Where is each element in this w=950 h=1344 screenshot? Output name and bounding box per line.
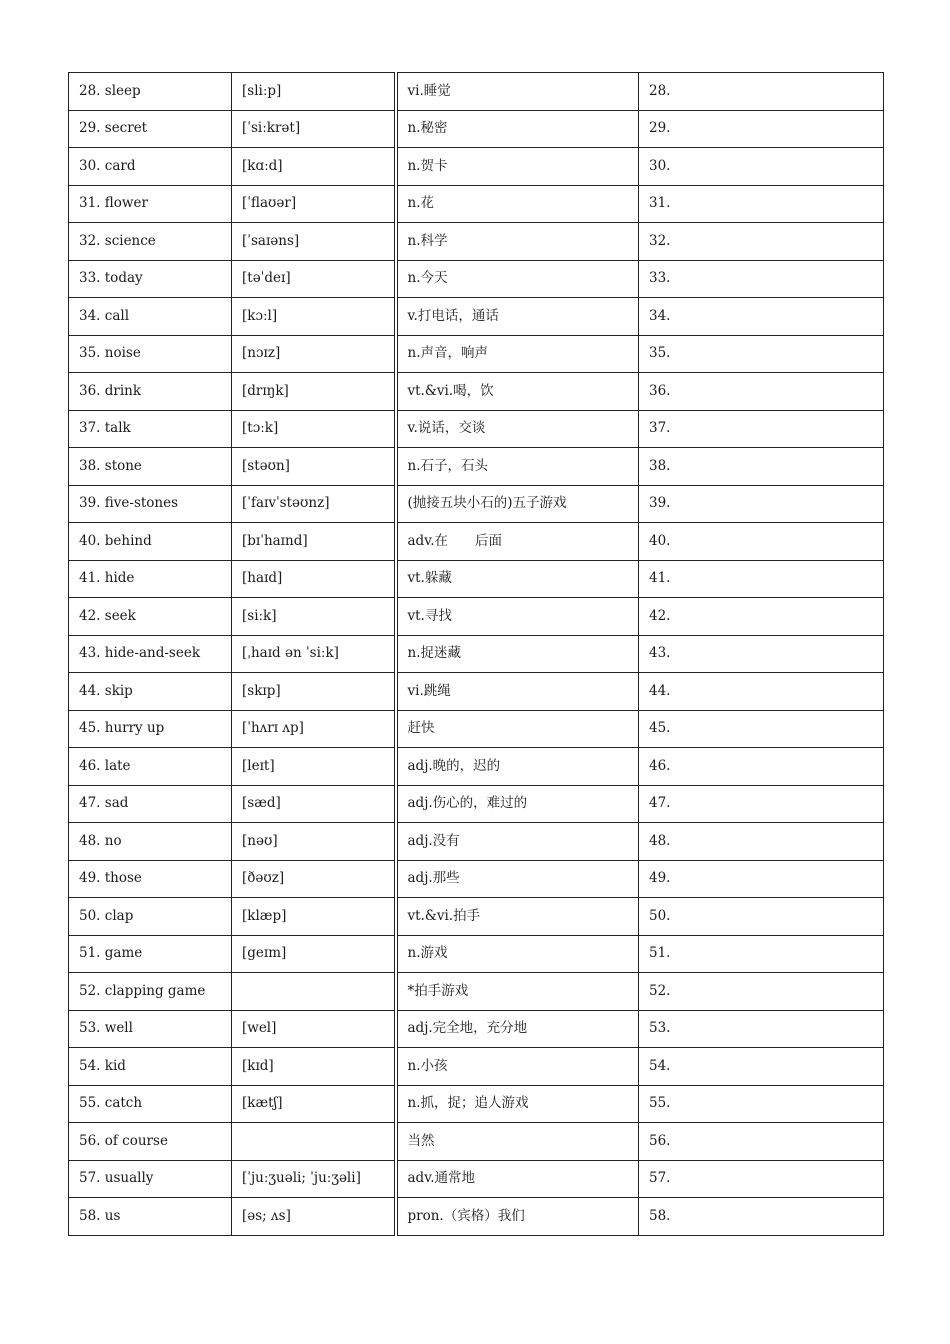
phonetic-cell: [sæd] — [232, 785, 396, 823]
meaning-cell: adj.伤心的，难过的 — [396, 785, 639, 823]
table-row — [69, 710, 884, 748]
meaning-cell: vt.寻找 — [396, 598, 639, 636]
answer-cell: 57. — [639, 1160, 884, 1198]
table-row — [69, 748, 884, 786]
phonetic-cell: [tɔːk] — [232, 410, 396, 448]
answer-cell: 46. — [639, 748, 884, 786]
phonetic-cell: [geɪm] — [232, 935, 396, 973]
meaning-cell: adv.通常地 — [396, 1160, 639, 1198]
table-row — [69, 110, 884, 148]
table-row — [69, 598, 884, 636]
word-cell: 36. drink — [69, 373, 232, 411]
phonetic-cell — [232, 973, 396, 1011]
word-cell: 28. sleep — [69, 73, 232, 111]
word-cell: 51. game — [69, 935, 232, 973]
answer-cell: 41. — [639, 560, 884, 598]
word-cell: 29. secret — [69, 110, 232, 148]
answer-cell: 48. — [639, 823, 884, 861]
word-cell: 34. call — [69, 298, 232, 336]
answer-cell: 30. — [639, 148, 884, 186]
answer-cell: 29. — [639, 110, 884, 148]
table-row — [69, 973, 884, 1011]
table-row — [69, 560, 884, 598]
meaning-cell: 当然 — [396, 1123, 639, 1161]
table-row — [69, 298, 884, 336]
answer-cell: 37. — [639, 410, 884, 448]
meaning-cell: adj.没有 — [396, 823, 639, 861]
answer-cell: 42. — [639, 598, 884, 636]
meaning-cell: n.抓，捉；追人游戏 — [396, 1085, 639, 1123]
word-cell: 49. those — [69, 860, 232, 898]
meaning-cell: vi.睡觉 — [396, 73, 639, 111]
table-row — [69, 185, 884, 223]
phonetic-cell — [232, 1123, 396, 1161]
answer-cell: 32. — [639, 223, 884, 261]
answer-cell: 58. — [639, 1198, 884, 1236]
table-row — [69, 860, 884, 898]
table-row — [69, 898, 884, 936]
phonetic-cell: [kɑːd] — [232, 148, 396, 186]
phonetic-cell: [drɪŋk] — [232, 373, 396, 411]
word-cell: 48. no — [69, 823, 232, 861]
meaning-cell: n.贺卡 — [396, 148, 639, 186]
answer-cell: 38. — [639, 448, 884, 486]
phonetic-cell: [skɪp] — [232, 673, 396, 711]
phonetic-cell: [əs; ʌs] — [232, 1198, 396, 1236]
word-cell: 52. clapping game — [69, 973, 232, 1011]
phonetic-cell: [nɔɪz] — [232, 335, 396, 373]
word-cell: 42. seek — [69, 598, 232, 636]
answer-cell: 53. — [639, 1010, 884, 1048]
answer-cell: 34. — [639, 298, 884, 336]
meaning-cell: n.石子，石头 — [396, 448, 639, 486]
meaning-cell: adj.晚的，迟的 — [396, 748, 639, 786]
phonetic-cell: [kɔːl] — [232, 298, 396, 336]
table-row — [69, 1048, 884, 1086]
answer-cell: 51. — [639, 935, 884, 973]
table-row — [69, 1198, 884, 1236]
meaning-cell: n.科学 — [396, 223, 639, 261]
vocabulary-table-body — [69, 73, 884, 1236]
table-row — [69, 1010, 884, 1048]
answer-cell: 45. — [639, 710, 884, 748]
answer-cell: 50. — [639, 898, 884, 936]
table-row — [69, 823, 884, 861]
meaning-cell: pron.（宾格）我们 — [396, 1198, 639, 1236]
word-cell: 41. hide — [69, 560, 232, 598]
answer-cell: 43. — [639, 635, 884, 673]
word-cell: 45. hurry up — [69, 710, 232, 748]
word-cell: 37. talk — [69, 410, 232, 448]
phonetic-cell: [wel] — [232, 1010, 396, 1048]
table-row — [69, 373, 884, 411]
table-row — [69, 673, 884, 711]
table-row — [69, 410, 884, 448]
word-cell: 56. of course — [69, 1123, 232, 1161]
phonetic-cell: [ˈjuːʒuəli; ˈjuːʒəli] — [232, 1160, 396, 1198]
word-cell: 47. sad — [69, 785, 232, 823]
phonetic-cell: [ˌhaɪd ən ˈsiːk] — [232, 635, 396, 673]
table-row — [69, 1123, 884, 1161]
meaning-cell: n.小孩 — [396, 1048, 639, 1086]
answer-cell: 49. — [639, 860, 884, 898]
table-row — [69, 485, 884, 523]
answer-cell: 28. — [639, 73, 884, 111]
table-row — [69, 223, 884, 261]
meaning-cell: 赶快 — [396, 710, 639, 748]
phonetic-cell: [ðəʊz] — [232, 860, 396, 898]
phonetic-cell: [stəʊn] — [232, 448, 396, 486]
table-row — [69, 260, 884, 298]
meaning-cell: vi.跳绳 — [396, 673, 639, 711]
answer-cell: 36. — [639, 373, 884, 411]
word-cell: 53. well — [69, 1010, 232, 1048]
phonetic-cell: [ˈsaɪəns] — [232, 223, 396, 261]
table-row — [69, 73, 884, 111]
answer-cell: 31. — [639, 185, 884, 223]
word-cell: 33. today — [69, 260, 232, 298]
table-row — [69, 1085, 884, 1123]
meaning-cell: v.说话，交谈 — [396, 410, 639, 448]
table-row — [69, 635, 884, 673]
meaning-cell: adj.那些 — [396, 860, 639, 898]
word-cell: 54. kid — [69, 1048, 232, 1086]
phonetic-cell: [bɪˈhaɪnd] — [232, 523, 396, 561]
answer-cell: 35. — [639, 335, 884, 373]
word-cell: 57. usually — [69, 1160, 232, 1198]
phonetic-cell: [kɪd] — [232, 1048, 396, 1086]
word-cell: 46. late — [69, 748, 232, 786]
answer-cell: 40. — [639, 523, 884, 561]
word-cell: 55. catch — [69, 1085, 232, 1123]
meaning-cell: adv.在 后面 — [396, 523, 639, 561]
word-cell: 35. noise — [69, 335, 232, 373]
phonetic-cell: [siːk] — [232, 598, 396, 636]
meaning-cell: n.捉迷藏 — [396, 635, 639, 673]
meaning-cell: adj.完全地，充分地 — [396, 1010, 639, 1048]
meaning-cell: (抛接五块小石的)五子游戏 — [396, 485, 639, 523]
answer-cell: 39. — [639, 485, 884, 523]
answer-cell: 56. — [639, 1123, 884, 1161]
word-cell: 50. clap — [69, 898, 232, 936]
phonetic-cell: [ˈfaɪvˈstəʊnz] — [232, 485, 396, 523]
vocabulary-table — [68, 72, 884, 1236]
table-row — [69, 785, 884, 823]
phonetic-cell: [təˈdeɪ] — [232, 260, 396, 298]
phonetic-cell: [ˈhʌrɪ ʌp] — [232, 710, 396, 748]
word-cell: 30. card — [69, 148, 232, 186]
table-row — [69, 1160, 884, 1198]
table-row — [69, 335, 884, 373]
answer-cell: 54. — [639, 1048, 884, 1086]
word-cell: 39. five-stones — [69, 485, 232, 523]
meaning-cell: n.秘密 — [396, 110, 639, 148]
answer-cell: 44. — [639, 673, 884, 711]
meaning-cell: vt.&vi.喝，饮 — [396, 373, 639, 411]
table-row — [69, 935, 884, 973]
meaning-cell: v.打电话，通话 — [396, 298, 639, 336]
table-row — [69, 448, 884, 486]
phonetic-cell: [sliːp] — [232, 73, 396, 111]
meaning-cell: n.声音，响声 — [396, 335, 639, 373]
answer-cell: 47. — [639, 785, 884, 823]
meaning-cell: vt.躲藏 — [396, 560, 639, 598]
phonetic-cell: [ˈflaʊər] — [232, 185, 396, 223]
meaning-cell: n.游戏 — [396, 935, 639, 973]
answer-cell: 52. — [639, 973, 884, 1011]
answer-cell: 33. — [639, 260, 884, 298]
word-cell: 58. us — [69, 1198, 232, 1236]
phonetic-cell: [ˈsiːkrət] — [232, 110, 396, 148]
phonetic-cell: [haɪd] — [232, 560, 396, 598]
phonetic-cell: [kætʃ] — [232, 1085, 396, 1123]
word-cell: 43. hide-and-seek — [69, 635, 232, 673]
word-cell: 31. flower — [69, 185, 232, 223]
meaning-cell: *拍手游戏 — [396, 973, 639, 1011]
phonetic-cell: [klæp] — [232, 898, 396, 936]
answer-cell: 55. — [639, 1085, 884, 1123]
table-row — [69, 523, 884, 561]
meaning-cell: n.今天 — [396, 260, 639, 298]
phonetic-cell: [nəʊ] — [232, 823, 396, 861]
word-cell: 40. behind — [69, 523, 232, 561]
word-cell: 44. skip — [69, 673, 232, 711]
phonetic-cell: [leɪt] — [232, 748, 396, 786]
meaning-cell: vt.&vi.拍手 — [396, 898, 639, 936]
word-cell: 38. stone — [69, 448, 232, 486]
meaning-cell: n.花 — [396, 185, 639, 223]
word-cell: 32. science — [69, 223, 232, 261]
table-row — [69, 148, 884, 186]
